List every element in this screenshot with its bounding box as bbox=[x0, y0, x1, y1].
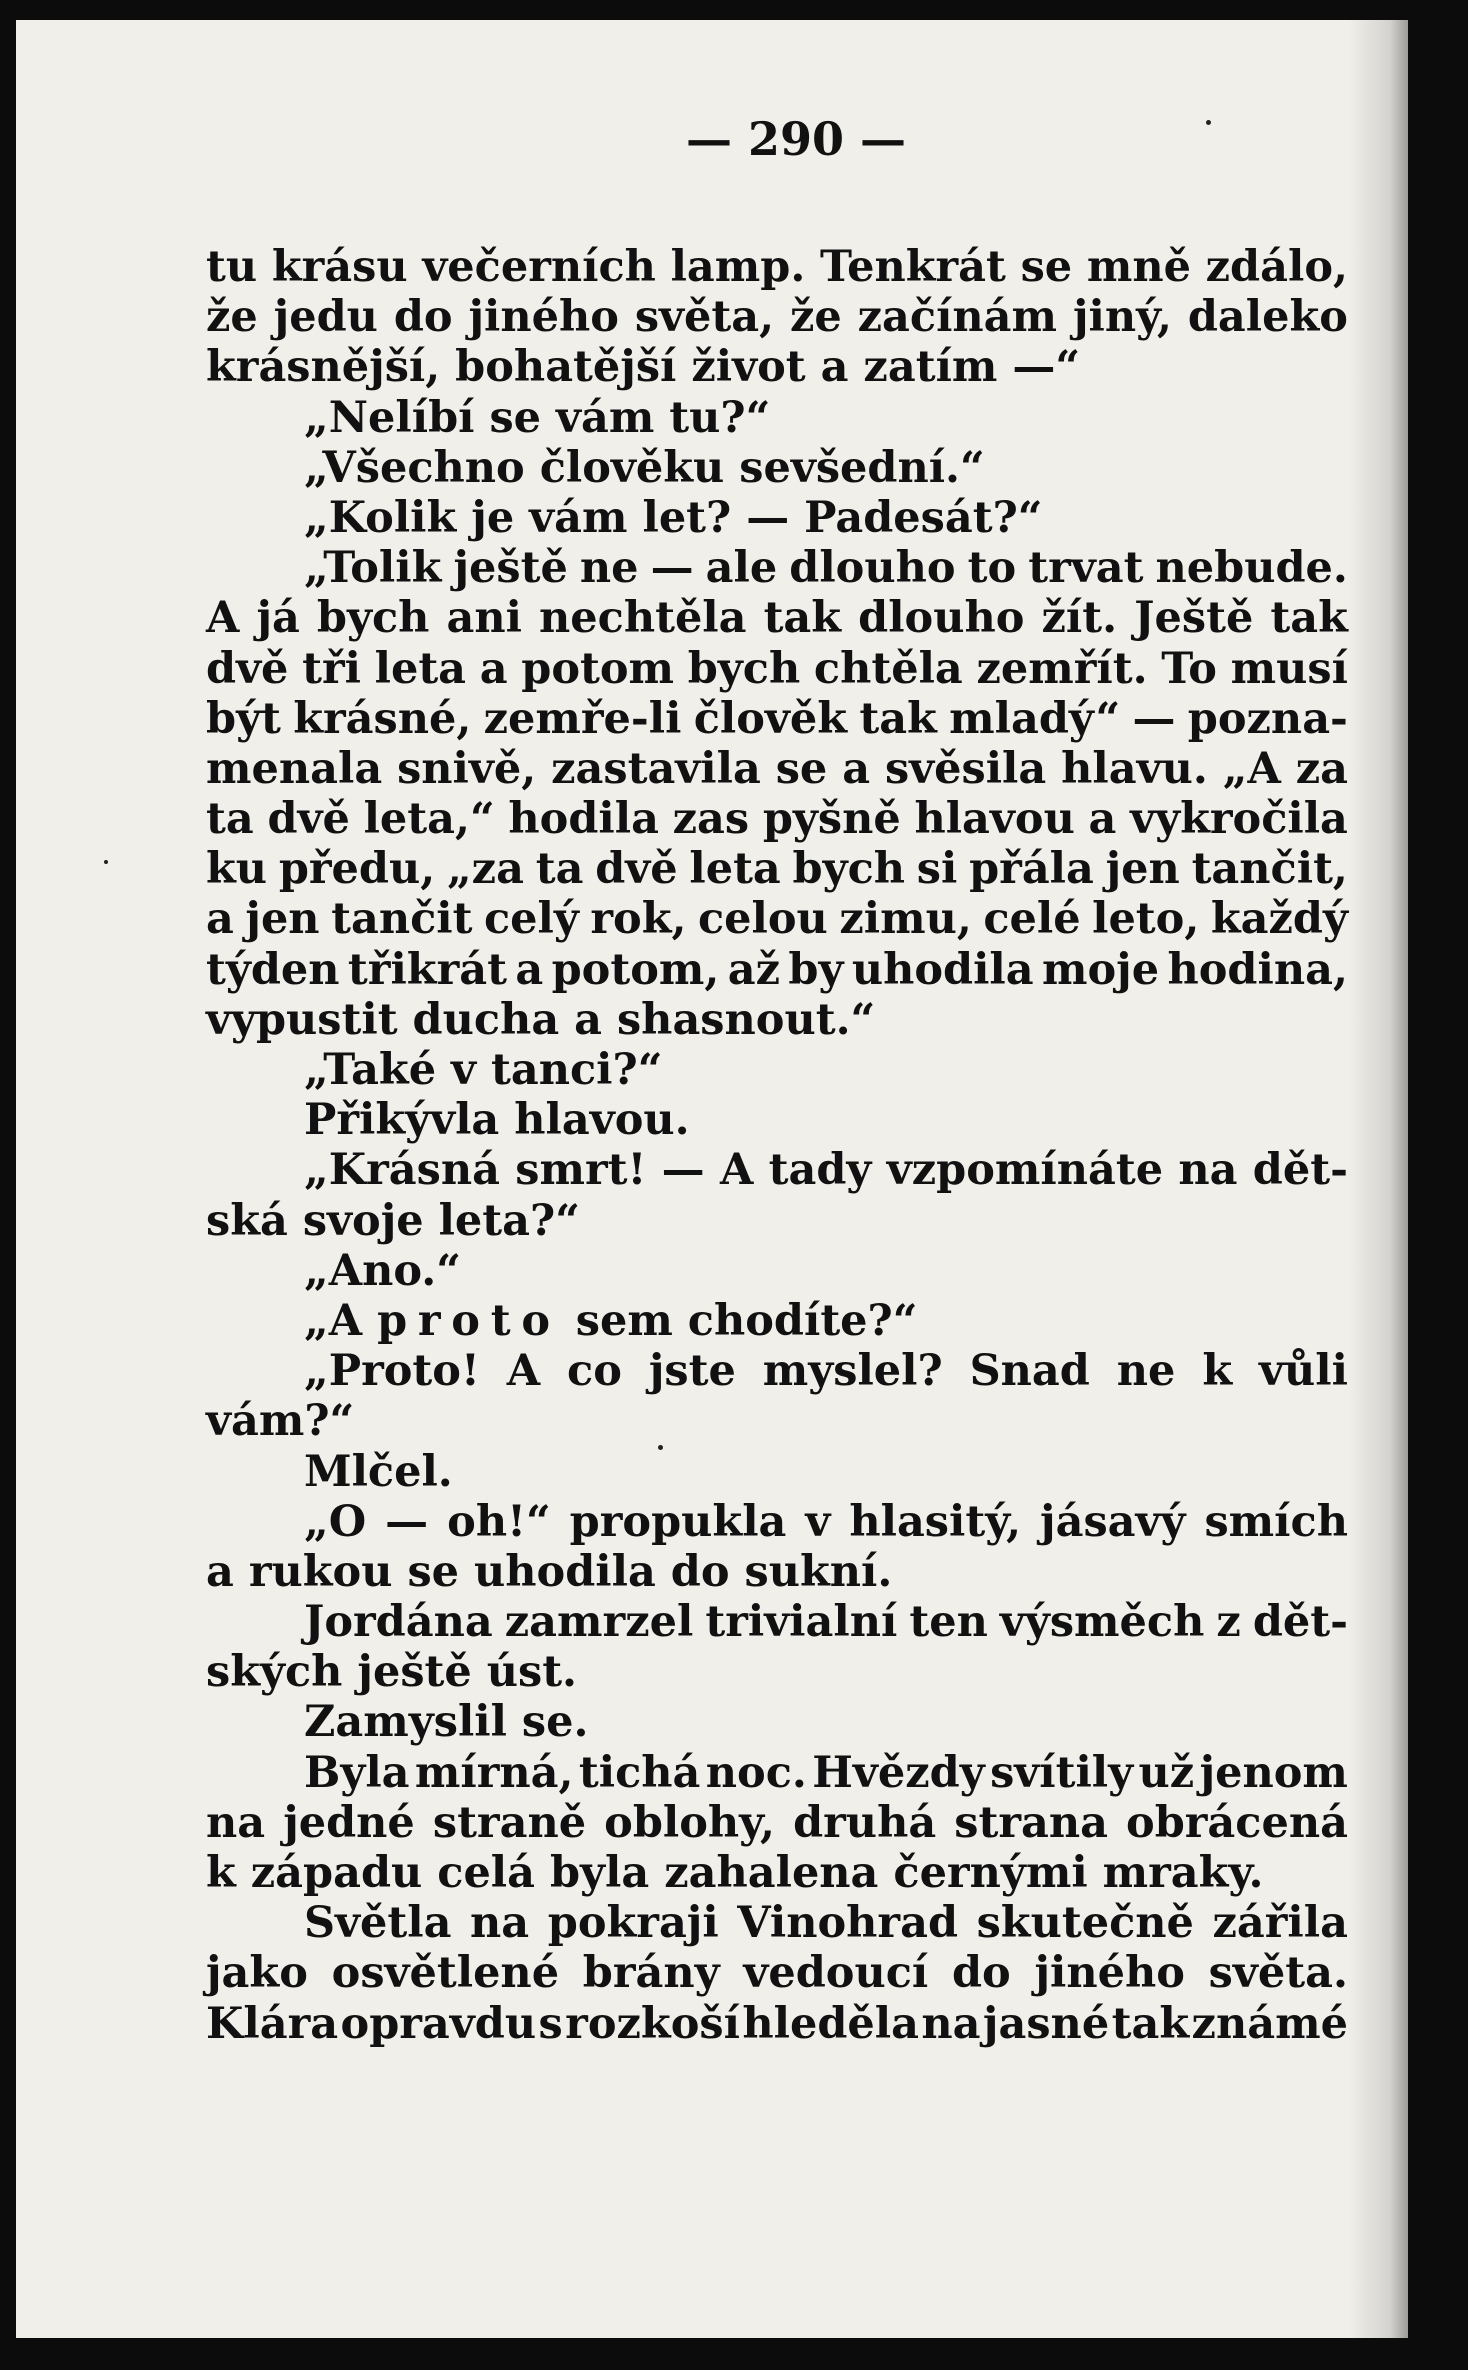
word: na bbox=[206, 1797, 266, 1848]
word: smích bbox=[1204, 1496, 1348, 1547]
text-line bbox=[206, 1999, 1348, 2049]
word: hleděla bbox=[742, 1998, 919, 2049]
word: se bbox=[775, 743, 828, 794]
word: a bbox=[479, 643, 508, 694]
word: — bbox=[650, 543, 694, 594]
word: bych bbox=[792, 844, 906, 895]
word: leta bbox=[374, 643, 467, 694]
text-line: a rukou se uhodila do sukní. bbox=[206, 1546, 893, 1597]
word: jenom bbox=[1199, 1747, 1348, 1798]
word: hlasitý, bbox=[849, 1496, 1022, 1547]
word: ještě bbox=[453, 543, 568, 594]
word: tančit, bbox=[1191, 844, 1348, 895]
word: se bbox=[1020, 242, 1073, 292]
word: večerních bbox=[422, 242, 656, 292]
word: jásavý bbox=[1040, 1496, 1186, 1547]
word: bych bbox=[316, 593, 430, 644]
word: Klára bbox=[206, 1998, 339, 2049]
word: zářila bbox=[1212, 1898, 1348, 1949]
word: mírná, bbox=[414, 1747, 574, 1798]
word: brány bbox=[582, 1948, 720, 1999]
word: myslel? bbox=[762, 1346, 943, 1397]
word: ne bbox=[1116, 1346, 1176, 1397]
word: a bbox=[842, 743, 871, 794]
text-segment: „A bbox=[304, 1295, 378, 1346]
word: „A bbox=[1222, 743, 1281, 794]
word: tak bbox=[859, 693, 937, 744]
text-line: krásnější, bohatější život a zatím —“ bbox=[206, 342, 1081, 393]
word: oh!“ bbox=[447, 1496, 551, 1547]
word: jiný, bbox=[1072, 292, 1172, 343]
word: žít. bbox=[1041, 593, 1118, 644]
word: vzpomínáte bbox=[886, 1145, 1164, 1196]
word: ne bbox=[579, 543, 639, 594]
word: uhodila bbox=[851, 944, 1034, 995]
word: noc. bbox=[705, 1747, 807, 1798]
word: už bbox=[1138, 1747, 1195, 1798]
word: svěsila bbox=[884, 743, 1047, 794]
text-line: Přikývla hlavou. bbox=[304, 1095, 690, 1146]
word: dvě bbox=[595, 844, 678, 895]
word: krásné, bbox=[293, 693, 472, 744]
text-line: k západu celá byla zahalena černými mraky. bbox=[206, 1848, 1264, 1898]
text-line bbox=[206, 543, 1348, 593]
word: chtěla bbox=[813, 643, 963, 694]
text-line: „Ano.“ bbox=[304, 1245, 461, 1296]
text-segment: sem chodíte?“ bbox=[560, 1295, 918, 1346]
word: k bbox=[1202, 1346, 1233, 1397]
word: dět- bbox=[1252, 1597, 1348, 1648]
word: člověk bbox=[693, 693, 848, 744]
word: tančit bbox=[331, 894, 473, 945]
word: bych bbox=[687, 643, 801, 694]
word: ale bbox=[705, 543, 778, 594]
word: že bbox=[206, 292, 258, 343]
word: světa. bbox=[1208, 1948, 1348, 1999]
text-line bbox=[206, 1346, 1348, 1396]
word: leto, bbox=[1092, 894, 1200, 945]
word: v bbox=[805, 1496, 831, 1547]
word: výsměch bbox=[999, 1597, 1205, 1648]
page-edge-shadow bbox=[1348, 20, 1408, 2338]
word: na bbox=[470, 1898, 530, 1949]
word: skutečně bbox=[976, 1898, 1194, 1949]
word: ta bbox=[535, 844, 584, 895]
text-line bbox=[206, 593, 1348, 643]
text-line bbox=[206, 694, 1348, 744]
page-number: — 290 — bbox=[685, 112, 907, 166]
text-line bbox=[206, 292, 1348, 342]
word: trvat bbox=[1028, 543, 1144, 594]
word: že bbox=[789, 292, 842, 343]
word: dlouho bbox=[858, 593, 1025, 644]
word: — bbox=[385, 1496, 429, 1547]
word: menala bbox=[206, 743, 383, 794]
word: vůli bbox=[1259, 1346, 1348, 1397]
text-line bbox=[206, 1145, 1348, 1195]
word: hodina, bbox=[1167, 944, 1348, 995]
word: si bbox=[916, 844, 958, 895]
word: co bbox=[567, 1346, 622, 1397]
word: straně bbox=[432, 1797, 587, 1848]
word: by bbox=[788, 944, 844, 995]
text-line bbox=[206, 1296, 1348, 1346]
word: do bbox=[393, 292, 453, 343]
word: jedné bbox=[283, 1797, 415, 1848]
word: jasné bbox=[982, 1998, 1110, 2049]
word: propukla bbox=[569, 1496, 787, 1547]
text-line: „Nelíbí se vám tu?“ bbox=[304, 392, 771, 443]
word: dět- bbox=[1252, 1145, 1348, 1196]
word: tu bbox=[206, 242, 258, 292]
word: nebude. bbox=[1155, 543, 1348, 594]
word: zemřít. bbox=[976, 643, 1148, 694]
word: Jordána bbox=[304, 1597, 493, 1648]
word: Hvězdy bbox=[812, 1747, 985, 1798]
paper-speck bbox=[658, 1445, 663, 1450]
word: mladý“ bbox=[949, 693, 1121, 744]
word: lamp. bbox=[670, 242, 806, 292]
word: dvě bbox=[206, 643, 289, 694]
text-line bbox=[206, 794, 1348, 844]
text-line: Zamyslil se. bbox=[304, 1697, 589, 1748]
word: — bbox=[661, 1145, 705, 1196]
word: jiného bbox=[1034, 1948, 1185, 1999]
word: zimu, bbox=[839, 894, 972, 945]
word: a bbox=[206, 894, 234, 945]
text-line bbox=[206, 894, 1348, 944]
word: pokraji bbox=[547, 1898, 719, 1949]
word: tři bbox=[302, 643, 361, 694]
word: každý bbox=[1210, 894, 1348, 945]
word: ani bbox=[446, 593, 522, 644]
word: potom, bbox=[551, 944, 720, 995]
word: obrácená bbox=[1126, 1797, 1348, 1848]
word: Byla bbox=[304, 1747, 410, 1798]
word: jste bbox=[648, 1346, 736, 1397]
word: A bbox=[719, 1145, 754, 1196]
word: snivě, bbox=[397, 743, 537, 794]
word: oblohy, bbox=[604, 1797, 776, 1848]
word: celou bbox=[698, 894, 828, 945]
text-line bbox=[206, 945, 1348, 995]
word: Vinohrad bbox=[737, 1898, 959, 1949]
word: rok, bbox=[590, 894, 687, 945]
word: A bbox=[506, 1346, 541, 1397]
word: leta bbox=[689, 844, 781, 895]
word: moje bbox=[1042, 944, 1160, 995]
word: ku bbox=[206, 844, 268, 895]
word: opravdu bbox=[340, 1998, 537, 2049]
word: dvě bbox=[267, 794, 350, 845]
word: A bbox=[206, 593, 240, 644]
word: tak bbox=[1270, 593, 1348, 644]
word: na bbox=[921, 1998, 981, 2049]
text-line bbox=[206, 1748, 1348, 1798]
text-line bbox=[206, 1597, 1348, 1647]
word: třikrát bbox=[347, 944, 507, 995]
word: s bbox=[538, 1998, 563, 2049]
word: leta,“ bbox=[363, 794, 495, 845]
word: „Krásná bbox=[304, 1145, 500, 1196]
word: až bbox=[727, 944, 780, 995]
word: zemře-li bbox=[483, 693, 682, 744]
text-line: vypustit ducha a shasnout.“ bbox=[206, 994, 876, 1045]
word: jedu bbox=[273, 292, 378, 343]
word: hlavou bbox=[914, 794, 1075, 845]
word: hodila bbox=[508, 794, 659, 845]
word: týden bbox=[206, 944, 340, 995]
word: tady bbox=[768, 1145, 872, 1196]
word: Tenkrát bbox=[820, 242, 1006, 292]
text-line bbox=[206, 644, 1348, 694]
word: Ještě bbox=[1134, 593, 1254, 644]
text-line: „Všechno člověku sevšední.“ bbox=[304, 442, 985, 493]
text-line: „Také v tanci?“ bbox=[304, 1045, 663, 1095]
paper-speck bbox=[104, 860, 108, 864]
text-line bbox=[206, 1898, 1348, 1948]
word: tichá bbox=[578, 1747, 701, 1798]
word: druhá bbox=[793, 1797, 937, 1848]
word: zamrzel bbox=[504, 1597, 694, 1648]
word: z bbox=[1216, 1597, 1241, 1648]
word: krásu bbox=[271, 242, 408, 292]
word: pyšně bbox=[762, 794, 901, 845]
word: známé bbox=[1191, 1998, 1348, 2049]
word: být bbox=[206, 693, 281, 744]
word: daleko bbox=[1187, 292, 1348, 343]
word: Snad bbox=[969, 1346, 1090, 1397]
word: pozna- bbox=[1187, 693, 1348, 744]
word: dlouho bbox=[789, 543, 956, 594]
word: začínám bbox=[857, 292, 1058, 343]
word: trivialní bbox=[705, 1597, 898, 1648]
word: „Proto! bbox=[304, 1346, 480, 1397]
word: zas bbox=[672, 794, 750, 845]
text-line bbox=[206, 1798, 1348, 1848]
word: světa, bbox=[634, 292, 775, 343]
word: vykročila bbox=[1130, 794, 1348, 845]
word: jako bbox=[206, 1948, 308, 1999]
word: mně bbox=[1086, 242, 1191, 292]
book-page bbox=[16, 20, 1408, 2338]
word: Světla bbox=[304, 1898, 452, 1949]
word: tak bbox=[1111, 1998, 1190, 2049]
word: já bbox=[256, 593, 300, 644]
word: vedoucí bbox=[743, 1948, 929, 1999]
text-line: Mlčel. bbox=[304, 1446, 453, 1497]
word: zastavila bbox=[551, 743, 761, 794]
word: „Tolik bbox=[304, 543, 442, 594]
word: to bbox=[967, 543, 1017, 594]
word: a bbox=[1088, 794, 1117, 845]
text-line bbox=[206, 744, 1348, 794]
word: přála bbox=[969, 844, 1094, 895]
spaced-emphasis: proto bbox=[377, 1295, 561, 1346]
word: jen bbox=[1105, 844, 1180, 895]
text-line: ská svoje leta?“ bbox=[206, 1195, 580, 1246]
paper-speck bbox=[1206, 120, 1211, 125]
word: předu, bbox=[278, 844, 436, 895]
body-text bbox=[206, 242, 1348, 2049]
word: na bbox=[1178, 1145, 1238, 1196]
text-line bbox=[206, 1497, 1348, 1547]
word: a bbox=[515, 944, 544, 995]
word: za bbox=[1295, 743, 1348, 794]
text-line bbox=[206, 1948, 1348, 1998]
word: — bbox=[1132, 693, 1176, 744]
word: do bbox=[951, 1948, 1011, 1999]
word: rozkoší bbox=[565, 1998, 740, 2049]
word: jen bbox=[245, 894, 320, 945]
word: celý bbox=[483, 894, 579, 945]
word: smrt! bbox=[515, 1145, 647, 1196]
word: svítily bbox=[990, 1747, 1134, 1798]
word: ten bbox=[909, 1597, 988, 1648]
word: To bbox=[1161, 643, 1217, 694]
word: „za bbox=[446, 844, 524, 895]
word: strana bbox=[954, 1797, 1108, 1848]
text-line: „Kolik je vám let? — Padesát?“ bbox=[304, 492, 1043, 543]
word: hlavu. bbox=[1061, 743, 1208, 794]
text-line: ských ještě úst. bbox=[206, 1647, 578, 1698]
word: celé bbox=[983, 894, 1081, 945]
word: musí bbox=[1230, 643, 1348, 694]
text-line bbox=[206, 242, 1348, 292]
word: osvětlené bbox=[331, 1948, 560, 1999]
word: jiného bbox=[468, 292, 619, 343]
text-line: vám?“ bbox=[206, 1396, 355, 1447]
word: tak bbox=[763, 593, 842, 644]
word: zdálo, bbox=[1205, 242, 1348, 292]
word: ta bbox=[206, 794, 254, 845]
text-line bbox=[206, 844, 1348, 894]
word: potom bbox=[521, 643, 675, 694]
word: „O bbox=[304, 1496, 367, 1547]
word: nechtěla bbox=[539, 593, 747, 644]
